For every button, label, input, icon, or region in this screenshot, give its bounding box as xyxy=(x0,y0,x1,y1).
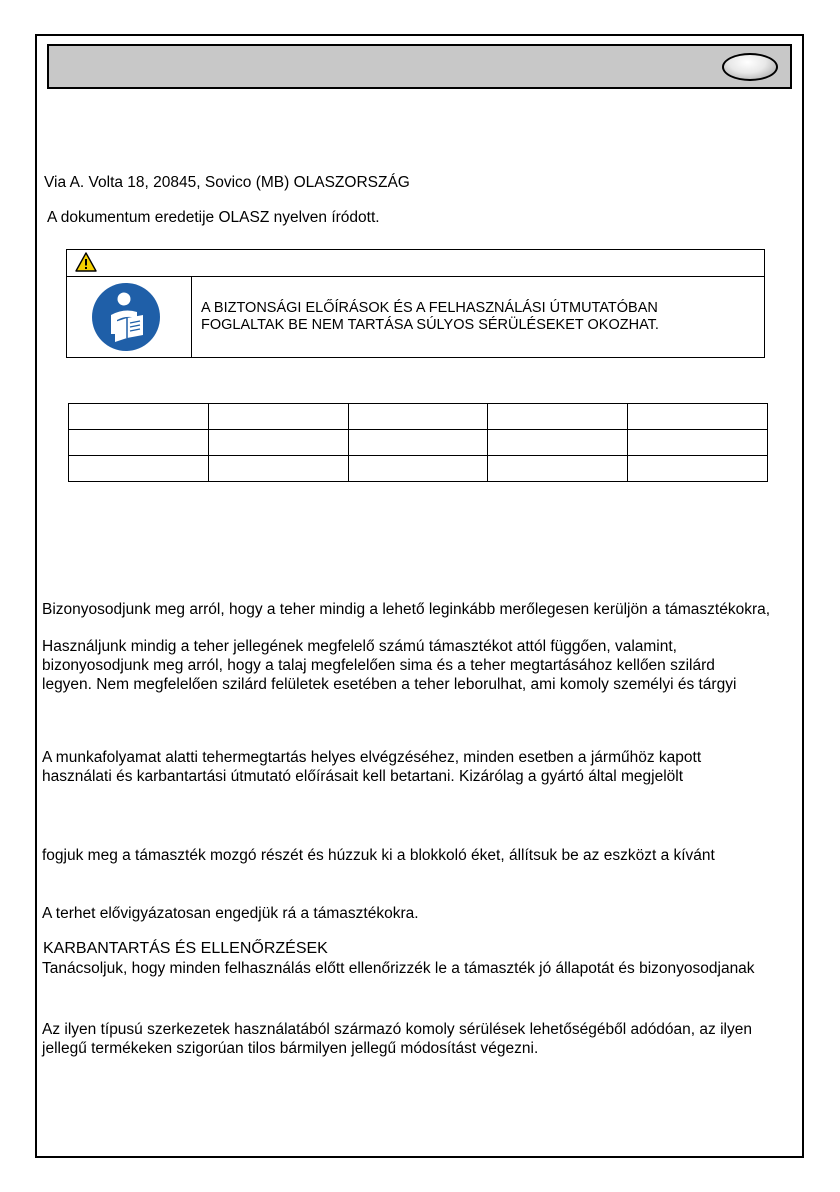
paragraph-2-line-2: bizonyosodjunk meg arról, hogy a talaj megfelelően sima és a teher megtartásához kellően szilárd xyxy=(42,657,715,674)
table-cell xyxy=(628,456,768,482)
table-cell xyxy=(488,456,628,482)
paragraph-7-line-2: jellegű termékeken szigorúan tilos bármilyen jellegű módosítást végezni. xyxy=(42,1040,539,1057)
page-frame xyxy=(35,34,804,1158)
table-cell xyxy=(628,404,768,430)
address-line: Via A. Volta 18, 20845, Sovico (MB) OLASZORSZÁG xyxy=(44,174,410,191)
table-cell xyxy=(628,430,768,456)
paragraph-5: A terhet elővigyázatosan engedjük rá a támasztékokra. xyxy=(42,905,419,922)
warning-line-2: FOGLALTAK BE NEM TARTÁSA SÚLYOS SÉRÜLÉSEKET OKOZHAT. xyxy=(201,317,659,333)
table-cell xyxy=(348,456,488,482)
table-cell xyxy=(208,430,348,456)
table-row xyxy=(69,430,768,456)
warning-text xyxy=(201,300,659,334)
table-cell xyxy=(488,404,628,430)
spec-table xyxy=(68,403,768,482)
table-cell xyxy=(348,404,488,430)
warning-triangle-icon xyxy=(75,252,97,272)
paragraph-1: Bizonyosodjunk meg arról, hogy a teher mindig a lehető leginkább merőlegesen kerüljön a támasztékokra, xyxy=(42,601,771,618)
table-cell xyxy=(208,456,348,482)
table-cell xyxy=(488,430,628,456)
paragraph-2-line-1: Használjunk mindig a teher jellegének megfelelő számú támasztékot attól függően, valamint, xyxy=(42,638,677,655)
paragraph-6: Tanácsoljuk, hogy minden felhasználás előtt ellenőrizzék le a támaszték jó állapotát és bizonyosodjanak xyxy=(42,960,755,977)
paragraph-3-line-2: használati és karbantartási útmutató előírásait kell betartani. Kizárólag a gyártó által megjelölt xyxy=(42,768,684,785)
table-cell xyxy=(208,404,348,430)
paragraph-2-line-3: legyen. Nem megfelelően szilárd felületek esetében a teher leborulhat, ami komoly személyi és tárgyi xyxy=(42,676,737,693)
language-badge xyxy=(722,53,778,81)
paragraph-4: fogjuk meg a támaszték mozgó részét és húzzuk ki a blokkoló éket, állítsuk be az eszközt a kívánt xyxy=(42,847,715,864)
read-manual-icon xyxy=(91,282,161,352)
section-heading: KARBANTARTÁS ÉS ELLENŐRZÉSEK xyxy=(43,940,328,957)
paragraph-7-line-1: Az ilyen típusú szerkezetek használatából származó komoly sérülések lehetőségéből adódóan, az ilyen xyxy=(42,1021,752,1038)
original-language-note: A dokumentum eredetije OLASZ nyelven íródott. xyxy=(47,209,380,226)
table-row xyxy=(69,404,768,430)
paragraph-3-line-1: A munkafolyamat alatti tehermegtartás helyes elvégzéséhez, minden esetben a járműhöz kapott xyxy=(42,749,702,766)
table-cell xyxy=(69,404,209,430)
warning-line-1: A BIZTONSÁGI ELŐÍRÁSOK ÉS A FELHASZNÁLÁSI ÚTMUTATÓBAN xyxy=(201,300,658,316)
pictogram-cell xyxy=(67,276,192,357)
warning-box xyxy=(66,249,765,358)
table-cell xyxy=(69,456,209,482)
warning-header-strip xyxy=(67,250,764,277)
table-cell xyxy=(69,430,209,456)
table-cell xyxy=(348,430,488,456)
table-row xyxy=(69,456,768,482)
header-bar xyxy=(47,44,792,89)
